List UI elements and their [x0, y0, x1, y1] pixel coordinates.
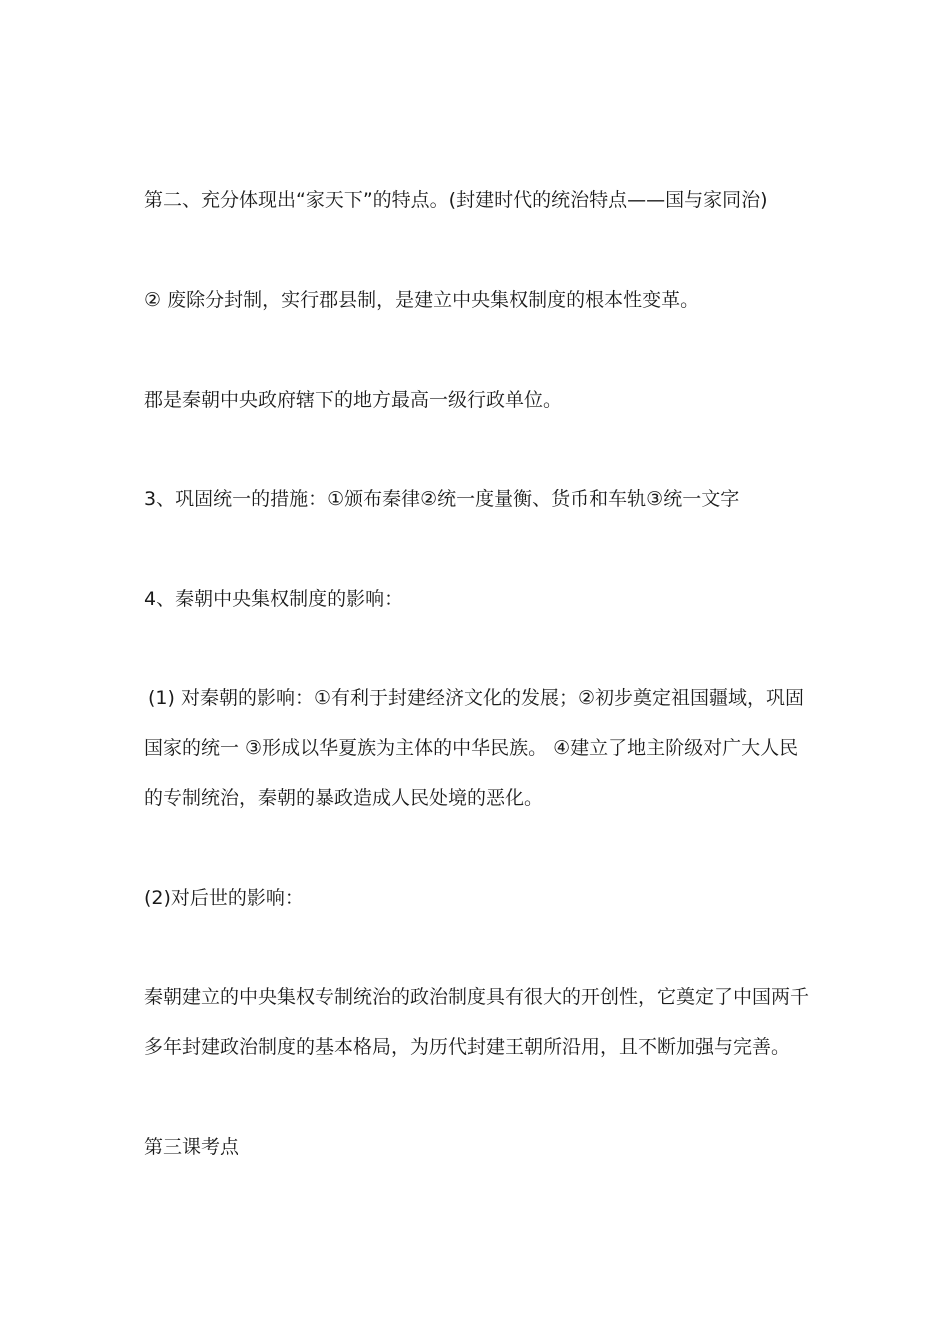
text-line-influence-qin-2: 国家的统一 ③形成以华夏族为主体的中华民族。 ④建立了地主阶级对广大人民 — [144, 737, 799, 759]
section-heading-lesson-three: 第三课考点 — [144, 1136, 240, 1158]
text-line-later-influence-2: 多年封建政治制度的基本格局，为历代封建王朝所沿用，且不断加强与完善。 — [144, 1036, 791, 1058]
text-line-abolish-fengjian: ② 废除分封制，实行郡县制，是建立中央集权制度的根本性变革。 — [144, 289, 700, 311]
text-line-influence-qin-3: 的专制统治，秦朝的暴政造成人民处境的恶化。 — [144, 787, 544, 809]
text-line-jun-definition: 郡是秦朝中央政府辖下的地方最高一级行政单位。 — [144, 389, 563, 411]
section-heading-influence: 4、秦朝中央集权制度的影响： — [144, 588, 404, 610]
text-line-consolidation-measures: 3、巩固统一的措施：①颁布秦律②统一度量衡、货币和车轨③统一文字 — [144, 488, 740, 510]
text-line-later-influence-1: 秦朝建立的中央集权专制统治的政治制度具有很大的开创性，它奠定了中国两千 — [144, 986, 810, 1008]
text-line-influence-qin-1: (1) 对秦朝的影响：①有利于封建经济文化的发展；②初步奠定祖国疆域，巩固 — [148, 687, 805, 709]
text-line-jia-tian-xia: 第二、充分体现出“家天下”的特点。(封建时代的统治特点——国与家同治) — [144, 189, 768, 211]
subheading-later-influence: (2)对后世的影响： — [144, 887, 304, 909]
